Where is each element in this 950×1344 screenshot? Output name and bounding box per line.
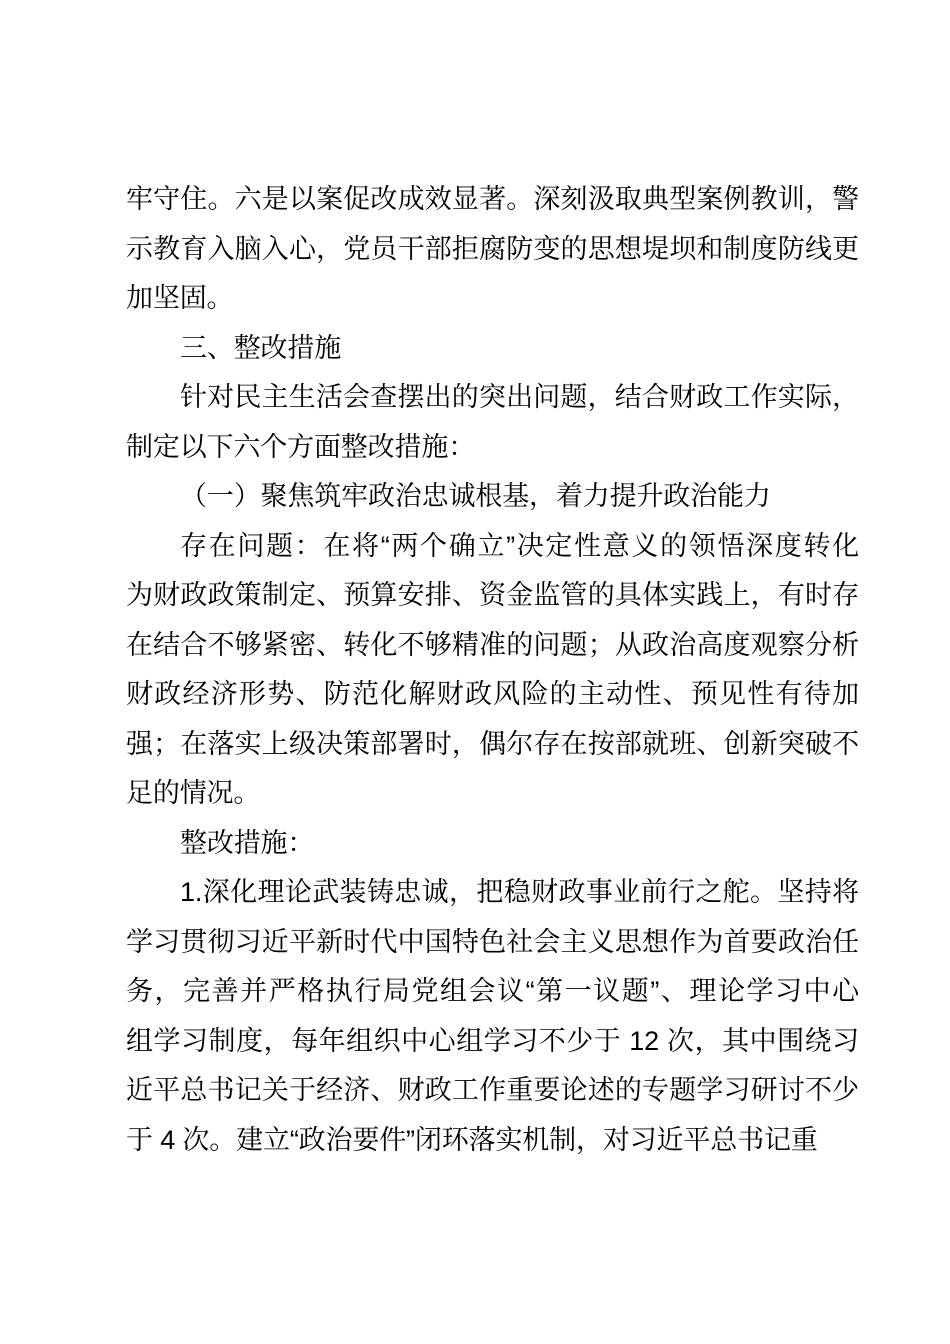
text-line: 强；在落实上级决策部署时，偶尔存在按部就班、创新突破不 <box>126 728 859 759</box>
text-line: 牢守住。六是以案促改成效显著。深刻汲取典型案例教训，警 <box>126 184 859 214</box>
text-line: 足的情况。 <box>126 778 261 808</box>
text-line: 务，完善并严格执行局党组会议“第一议题”、理论学习中心 <box>126 976 859 1006</box>
subsection-heading <box>126 472 859 522</box>
measure-1-paragraph <box>126 868 859 1165</box>
text-line: 三、整改措施 <box>180 332 342 363</box>
text-line: 存在问题：在将“两个确立”决定性意义的领悟深度转化 <box>180 530 859 561</box>
text-line: 为财政政策制定、预算安排、资金监管的具体实践上，有时存 <box>126 580 859 610</box>
section-heading <box>126 324 859 374</box>
text-line: 整改措施： <box>180 827 315 858</box>
continuation-paragraph <box>126 175 859 324</box>
text-line: 示教育入脑入心，党员干部拒腐防变的思想堤坝和制度防线更 <box>126 233 859 264</box>
text-line: 针对民主生活会查摆出的突出问题，结合财政工作实际， <box>180 382 859 412</box>
text-line: 组学习制度，每年组织中心组学习不少于 12 次，其中围绕习 <box>126 1025 859 1056</box>
document-body <box>126 175 859 1165</box>
problems-paragraph <box>126 522 859 819</box>
text-line: 于 4 次。建立“政治要件”闭环落实机制，对习近平总书记重 <box>126 1124 818 1155</box>
text-line: 制定以下六个方面整改措施： <box>126 431 476 462</box>
text-line: 财政经济形势、防范化解财政风险的主动性、预见性有待加 <box>126 679 859 709</box>
text-line: 在结合不够紧密、转化不够精准的问题；从政治高度观察分析 <box>126 629 859 660</box>
text-line: 加坚固。 <box>126 283 234 313</box>
text-line: 近平总书记关于经济、财政工作重要论述的专题学习研讨不少 <box>126 1075 859 1105</box>
text-line: （一）聚焦筑牢政治忠诚根基，着力提升政治能力 <box>180 481 771 511</box>
text-line: 1.深化理论武装铸忠诚，把稳财政事业前行之舵。坚持将 <box>180 877 859 907</box>
intro-paragraph <box>126 373 859 472</box>
measures-label <box>126 819 859 869</box>
text-line: 学习贯彻习近平新时代中国特色社会主义思想作为首要政治任 <box>126 926 859 957</box>
